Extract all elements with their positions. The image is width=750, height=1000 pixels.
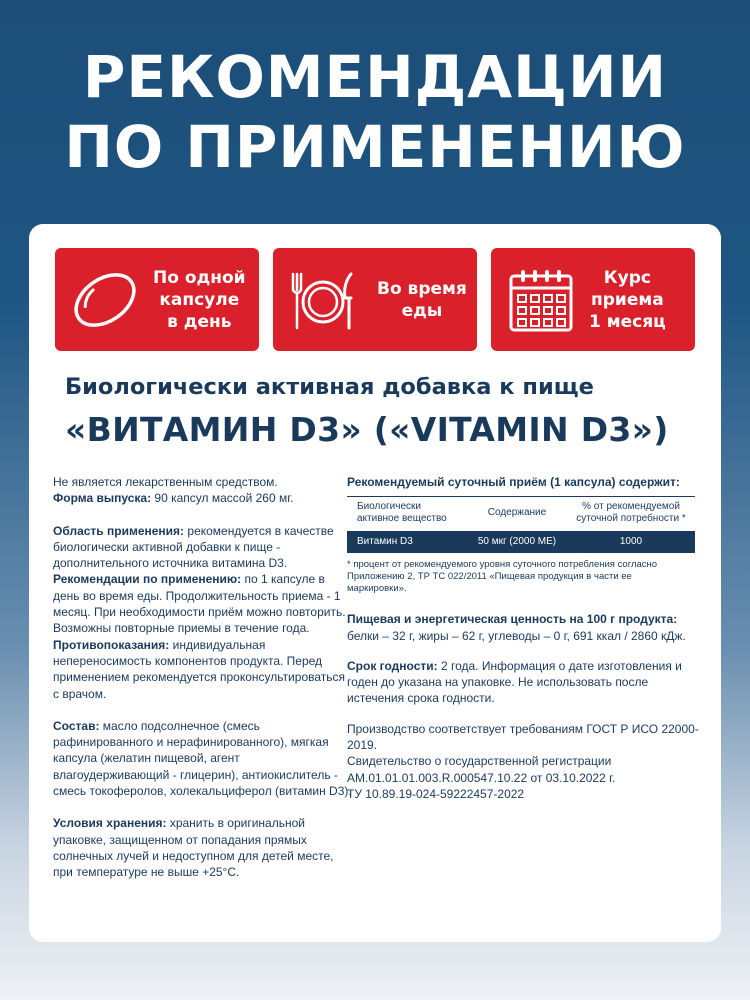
table-header-row [347, 497, 695, 532]
table-footnote: * процент от рекомендуемого уровня суточного потребления согласно Приложению 2, ТР ТС 022/2011 «Пищевая продукция в части ее маркировки». [347, 559, 658, 595]
nutrition-title: Пищевая и энергетическая ценность на 100 г продукта: [347, 612, 678, 627]
calendar-icon [505, 264, 577, 336]
left-column [53, 474, 353, 881]
table-cell: 1000 [567, 531, 695, 553]
product-title: «ВИТАМИН D3» («VITAMIN D3») [65, 410, 669, 449]
badge-course [491, 248, 695, 351]
badge-dosage [55, 248, 259, 351]
release-form: Форма выпуска: 90 капсул массой 260 мг. [53, 491, 294, 506]
shelf-life-block [347, 658, 705, 707]
shelf-life-label: Срок годности: [347, 658, 438, 673]
badge-with-meal [273, 248, 477, 351]
certification-block [347, 721, 705, 802]
nutrition-value: белки – 32 г, жиры – 62 г, углеводы – 0 г, 691 ккал / 2860 кДж. [347, 628, 686, 643]
production-standard: Производство соответствует требованиям ГОСТ Р ИСО 22000-2019. [347, 721, 699, 753]
registration-certificate: Свидетельство о государственной регистрации АМ.01.01.01.003.R.000547.10.22 от 03.10.2022 г. [347, 754, 616, 785]
storage-conditions: Условия хранения: хранить в оригинальной упаковке, защищенном от попадания прямых солнечных лучей и недоступном для детей месте, при температуре не выше +25°C. [53, 816, 334, 880]
usage-recommendations: Рекомендации по применению: по 1 капсуле в день во время еды. Продолжительность приема - 1 месяц. При необходимости приём можно повторить. Возможны повторные приемы в течение года. [53, 572, 346, 636]
table-header-cell: Содержание [467, 497, 567, 532]
not-drug-note: Не является лекарственным средством. [53, 475, 278, 489]
product-subtitle: Биологически активная добавка к пище [65, 374, 594, 400]
nutrition-block [347, 611, 705, 644]
contraindications: Противопоказания: индивидуальная непереносимость компонентов продукта. Перед применением рекомендуется проконсультироваться с врачом. [53, 637, 346, 701]
table-row [347, 531, 695, 553]
page-title [0, 42, 750, 182]
composition: Состав: масло подсолнечное (смесь рафинированного и нерафинированного), мягкая капсула (желатин пищевой, агент влагоудерживающий - глицерин), антиокислитель - смесь токоферолов, холекальциферол (витамин D3). [53, 718, 352, 799]
info-card [29, 224, 721, 942]
badge-with-meal-text: Во время еды [377, 278, 467, 321]
badge-course-text: Курс приема 1 месяц [589, 267, 666, 332]
right-column [347, 474, 705, 802]
daily-intake-title: Рекомендуемый суточный приём (1 капсула) содержит: [347, 475, 680, 489]
page-title-line-2: ПО ПРИМЕНЕНИЮ [64, 113, 686, 181]
table-cell: Витамин D3 [347, 531, 467, 553]
intake-table [347, 496, 695, 553]
tech-spec: ТУ 10.89.19-024-59222457-2022 [347, 786, 525, 801]
table-header-cell: % от рекомендуемой суточной потребности * [567, 497, 695, 532]
application-area: Область применения: рекомендуется в качестве биологически активной добавки к пище - дополнительного источника витамина D3. [53, 523, 334, 571]
table-cell: 50 мкг (2000 МЕ) [467, 531, 567, 553]
capsule-icon [69, 264, 141, 336]
shelf-life-value: 2 года. Информация о дате изготовления и годен до указана на упаковке. Не использовать после истечения срока годности. [347, 658, 682, 706]
page-title-line-1: РЕКОМЕНДАЦИИ [82, 43, 668, 111]
table-header-cell: Биологически активное вещество [347, 497, 467, 532]
badge-dosage-text: По одной капсуле в день [153, 267, 246, 332]
plate-cutlery-icon [287, 264, 359, 336]
